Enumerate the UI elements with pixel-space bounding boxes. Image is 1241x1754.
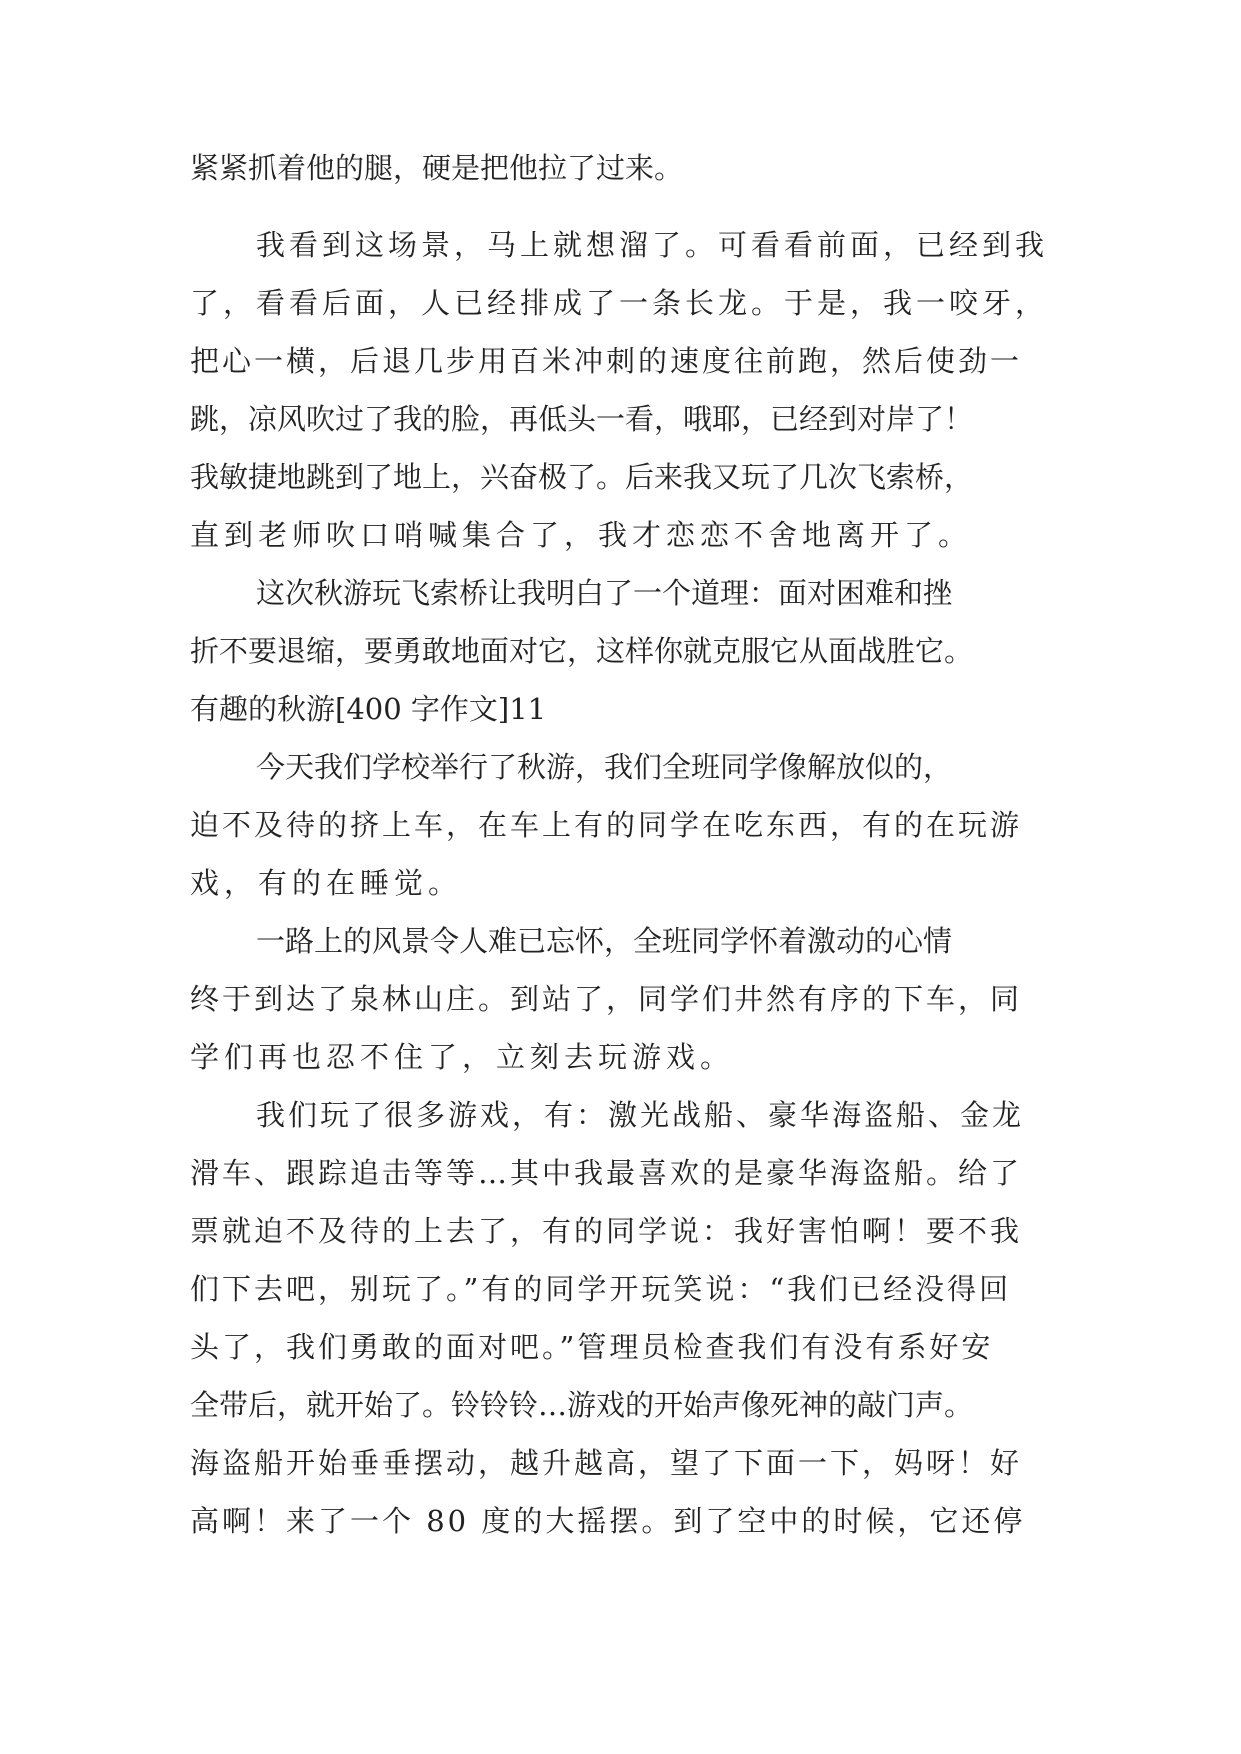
- text-line: 全带后，就开始了。铃铃铃…游戏的开始声像死神的敲门声。: [190, 1388, 974, 1422]
- text-line: 迫不及待的挤上车，在车上有的同学在吃东西，有的在玩游: [190, 808, 1023, 842]
- text-line: 我敏捷地跳到了地上，兴奋极了。后来我又玩了几次飞索桥，: [190, 460, 974, 494]
- text-line: 滑车、跟踪追击等等…其中我最喜欢的是豪华海盗船。给了: [190, 1156, 1023, 1190]
- paragraph-first-line: 我看到这场景，马上就想溜了。可看看前面，已经到我: [256, 228, 1049, 262]
- essay-title: 有趣的秋游[400 字作文]11: [190, 692, 547, 726]
- paragraph-first-line: 这次秋游玩飞索桥让我明白了一个道理：面对困难和挫: [256, 576, 953, 610]
- text-line: 学们再也忍不住了，立刻去玩游戏。: [190, 1040, 735, 1074]
- text-line: 了，看看后面，人已经排成了一条长龙。于是，我一咬牙，: [190, 286, 1049, 320]
- text-line: 跳，凉风吹过了我的脸，再低头一看，哦耶，已经到对岸了！: [190, 402, 974, 436]
- text-line: 头了，我们勇敢的面对吧。”管理员检查我们有没有系好安: [190, 1330, 994, 1364]
- text-line: 票就迫不及待的上去了，有的同学说：我好害怕啊！要不我: [190, 1214, 1023, 1248]
- text-line: 紧紧抓着他的腿，硬是把他拉了过来。: [190, 151, 684, 185]
- text-line: 海盗船开始垂垂摆动，越升越高，望了下面一下，妈呀！好: [190, 1446, 1023, 1480]
- text-line: 戏，有的在睡觉。: [190, 866, 463, 900]
- paragraph-first-line: 我们玩了很多游戏，有：激光战船、豪华海盗船、金龙: [256, 1098, 1025, 1132]
- text-line: 们下去吧，别玩了。”有的同学开玩笑说：“我们已经没得回: [190, 1272, 1012, 1306]
- text-line: 直到老师吹口哨喊集合了，我才恋恋不舍地离开了。: [190, 518, 973, 552]
- text-line: 高啊！来了一个 80 度的大摇摆。到了空中的时候，它还停: [190, 1504, 1026, 1538]
- text-line: 把心一横，后退几步用百米冲刺的速度往前跑，然后使劲一: [190, 344, 1023, 378]
- paragraph-first-line: 今天我们学校举行了秋游，我们全班同学像解放似的，: [256, 750, 953, 784]
- text-line: 终于到达了泉林山庄。到站了，同学们井然有序的下车，同: [190, 982, 1023, 1016]
- paragraph-first-line: 一路上的风景令人难已忘怀，全班同学怀着激动的心情: [256, 924, 953, 958]
- text-line: 折不要退缩，要勇敢地面对它，这样你就克服它从面战胜它。: [190, 634, 974, 668]
